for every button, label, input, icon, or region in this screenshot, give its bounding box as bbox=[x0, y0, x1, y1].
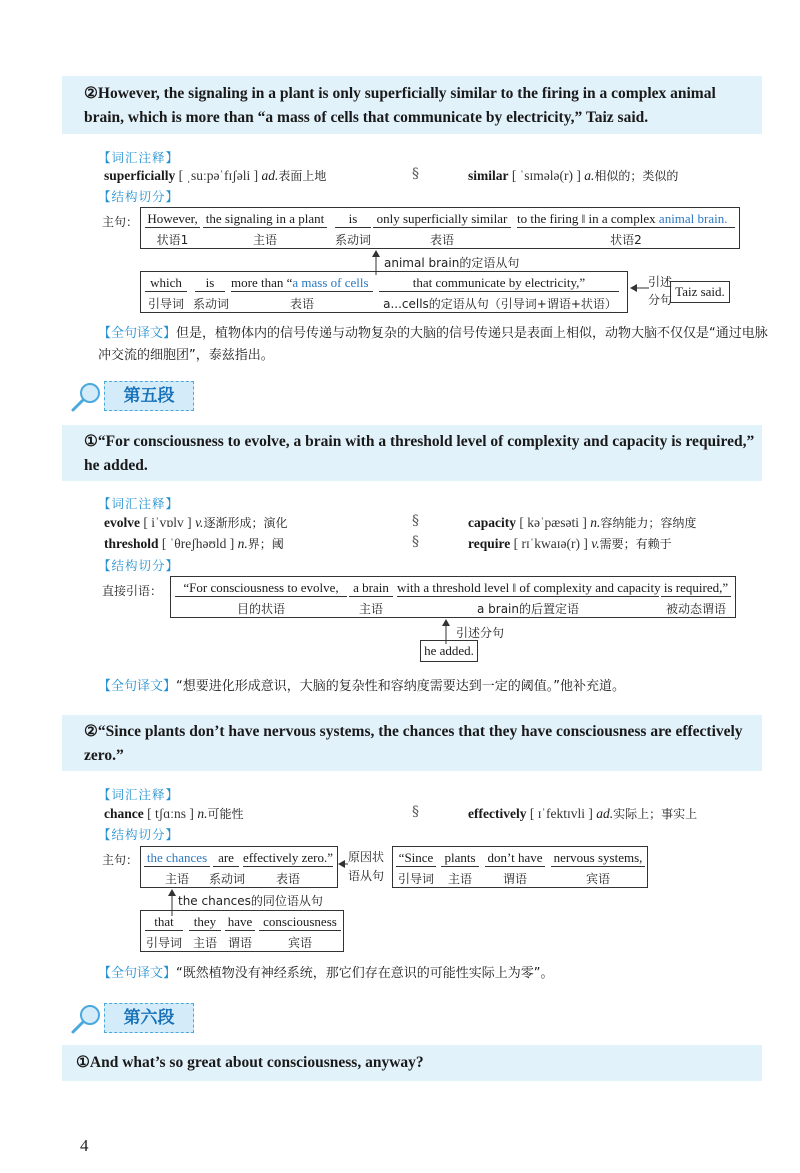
arrow-left-icon bbox=[338, 858, 348, 870]
segment: “For consciousness to evolve, bbox=[175, 580, 347, 597]
vocab-label: 【词汇注释】 bbox=[98, 787, 180, 802]
role-label: 表语 bbox=[289, 297, 314, 311]
role-label: 主语 bbox=[447, 872, 472, 886]
role-label: 引导词 bbox=[145, 936, 182, 950]
relative-clause-note: animal brain的定语从句 bbox=[384, 256, 520, 270]
role-label: 表语 bbox=[429, 233, 454, 247]
role-label: 引导词 bbox=[147, 297, 184, 311]
role-label: 主语 bbox=[358, 602, 383, 616]
segment: nervous systems, bbox=[551, 850, 645, 867]
role-label: 主语 bbox=[192, 936, 217, 950]
main-clause-box bbox=[140, 207, 740, 249]
vocab-entry: chance [ tʃɑːns ] n.可能性 bbox=[104, 806, 244, 821]
role-label: 主语 bbox=[252, 233, 277, 247]
full-translation: 【全句译文】“既然植物没有神经系统，那它们存在意识的可能性实际上为零”。 bbox=[98, 966, 554, 981]
structure-label: 【结构切分】 bbox=[98, 189, 180, 204]
main-clause-label: 主句： bbox=[102, 853, 139, 867]
quote-clause-note: 引述 分句 bbox=[648, 275, 673, 307]
segment: is bbox=[195, 275, 225, 292]
appositive-clause-box bbox=[140, 910, 344, 952]
page-number: 4 bbox=[80, 1136, 89, 1155]
direct-quote-box bbox=[170, 576, 736, 618]
full-translation: 【全句译文】“想要进化形成意识，大脑的复杂性和容纳度需要达到一定的阈值。”他补充道。 bbox=[98, 679, 625, 694]
quote-clause-box: he added. bbox=[420, 640, 478, 662]
segment: they bbox=[189, 914, 221, 931]
full-translation: 【全句译文】但是，植物体内的信号传递与动物复杂的大脑的信号传递只是表面上相似，动物大脑不仅仅是“通过电脉冲交流的细胞团”，泰兹指出。 bbox=[98, 326, 768, 363]
separator-icon: § bbox=[412, 166, 419, 182]
vocab-entry: similar [ ˈsɪmələ(r) ] a.相似的；类似的 bbox=[468, 168, 679, 183]
segment: that communicate by electricity,” bbox=[379, 275, 619, 292]
segment: which bbox=[145, 275, 187, 292]
role-label: 状语2 bbox=[610, 233, 642, 247]
role-label: 表语 bbox=[275, 872, 300, 886]
segment: effectively zero.” bbox=[243, 850, 333, 865]
main-clause-box bbox=[140, 846, 338, 888]
vocab-label: 【词汇注释】 bbox=[98, 150, 180, 165]
segment: more than “a mass of cells bbox=[231, 275, 373, 292]
section-title: 第五段 bbox=[104, 381, 194, 411]
role-label: 系动词 bbox=[192, 297, 229, 311]
separator-icon: § bbox=[412, 534, 419, 550]
separator-icon: § bbox=[412, 513, 419, 529]
vocab-label: 【词汇注释】 bbox=[98, 496, 180, 511]
segment: don’t have bbox=[485, 850, 545, 867]
segment: the signaling in a plant bbox=[203, 211, 327, 228]
structure-label: 【结构切分】 bbox=[98, 558, 180, 573]
segment: “Since bbox=[396, 850, 436, 867]
section-heading bbox=[70, 1003, 210, 1035]
section-title: 第六段 bbox=[104, 1003, 194, 1033]
vocab-entry: superficially [ ˌsuːpəˈfɪʃəli ] ad.表面上地 bbox=[104, 168, 327, 183]
magnifier-icon bbox=[70, 1003, 104, 1035]
vocab-entry: require [ rɪˈkwaɪə(r) ] v.需要；有赖于 bbox=[468, 536, 672, 551]
role-label: 状语1 bbox=[156, 233, 189, 247]
sentence-text: ②“Since plants don’t have nervous systems, the chances that they have consciousness are effectively zero.” bbox=[84, 723, 743, 764]
role-label: 宾语 bbox=[287, 936, 312, 950]
role-label: 引导词 bbox=[397, 872, 434, 886]
arrow-left-icon bbox=[629, 282, 649, 294]
segment: to the firing ‖ in a complex animal brain. bbox=[517, 211, 735, 228]
segment: a brain bbox=[349, 580, 393, 597]
segment: the chances bbox=[144, 850, 210, 867]
role-label: 谓语 bbox=[502, 872, 527, 886]
main-clause-label: 主句： bbox=[102, 215, 139, 229]
segment: consciousness bbox=[259, 914, 341, 931]
role-label: 主语 bbox=[164, 872, 189, 886]
role-label: 宾语 bbox=[585, 872, 610, 886]
quote-clause-box: Taiz said. bbox=[670, 281, 730, 303]
sentence-text: ②However, the signaling in a plant is only superficially similar to the firing in a complex animal brain, which is more than “a mass of cells that communicate by electricity,” Taiz said. bbox=[84, 85, 716, 126]
vocab-entry: evolve [ iˈvɒlv ] v.逐渐形成；演化 bbox=[104, 515, 288, 530]
vocab-entry: threshold [ ˈθreʃhəʊld ] n.界；阈 bbox=[104, 536, 284, 551]
relative-clause-box bbox=[140, 271, 628, 313]
role-label: 谓语 bbox=[227, 936, 252, 950]
role-label: 系动词 bbox=[208, 872, 245, 886]
reason-clause-box bbox=[392, 846, 648, 888]
role-label: 目的状语 bbox=[236, 602, 285, 616]
segment: are bbox=[213, 850, 239, 867]
role-label: 被动态谓语 bbox=[665, 602, 726, 616]
section-heading bbox=[70, 381, 210, 413]
vocab-entry: capacity [ kəˈpæsəti ] n.容纳能力；容纳度 bbox=[468, 515, 697, 530]
magnifier-icon bbox=[70, 381, 104, 413]
direct-quote-label: 直接引语： bbox=[102, 584, 163, 598]
segment: is bbox=[335, 211, 371, 228]
segment: with a threshold level ‖ of complexity and capacity bbox=[397, 580, 661, 595]
role-label: a brain的后置定语 bbox=[476, 602, 579, 616]
separator-icon: § bbox=[412, 804, 419, 820]
segment: that bbox=[145, 914, 183, 931]
structure-label: 【结构切分】 bbox=[98, 827, 180, 842]
sentence-text: ①And what’s so great about consciousness, anyway? bbox=[76, 1054, 424, 1071]
segment: However, bbox=[145, 211, 200, 228]
quote-clause-note: 引述分句 bbox=[456, 626, 505, 640]
role-label: 系动词 bbox=[335, 233, 372, 247]
segment: have bbox=[225, 914, 255, 931]
segment: only superficially similar bbox=[373, 211, 511, 228]
segment: plants bbox=[441, 850, 479, 867]
vocab-entry: effectively [ ɪˈfektɪvli ] ad.实际上；事实上 bbox=[468, 806, 698, 821]
sentence-text: ①“For consciousness to evolve, a brain with a threshold level of complexity and capacity is required,” he added. bbox=[84, 433, 755, 474]
segment: is required,” bbox=[661, 580, 731, 597]
appositive-clause-note: the chances的同位语从句 bbox=[178, 894, 323, 908]
reason-clause-label: 原因状 语从句 bbox=[348, 850, 385, 883]
role-label: a...cells的定语从句（引导词+谓语+状语） bbox=[383, 297, 617, 311]
